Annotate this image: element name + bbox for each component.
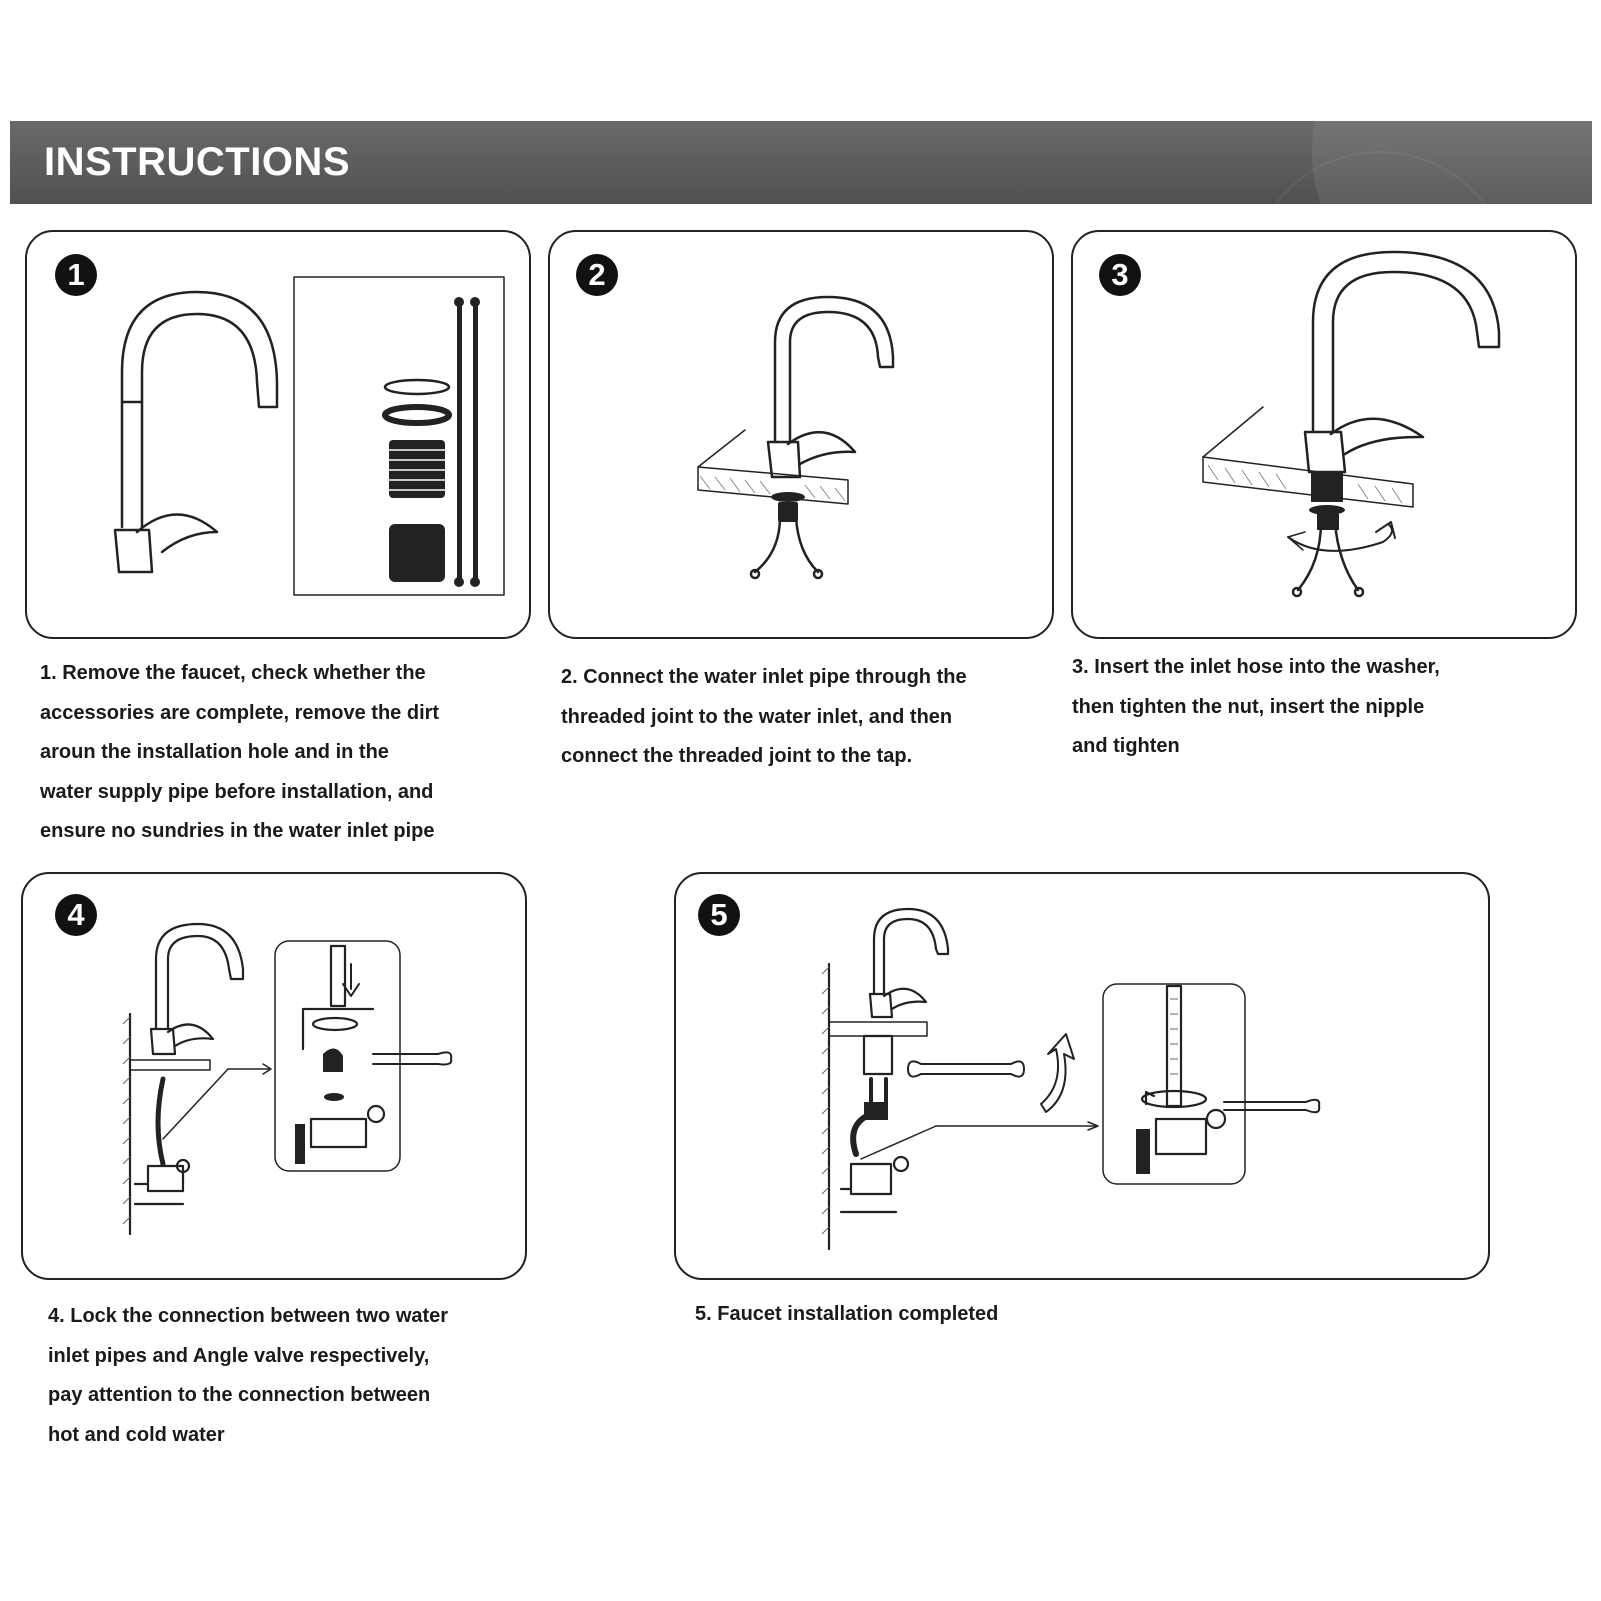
step-1-panel <box>25 230 531 639</box>
step-1-illustration <box>27 232 533 641</box>
step-3-illustration <box>1073 232 1579 641</box>
caption-line: ensure no sundries in the water inlet pipe <box>40 820 435 842</box>
step-5-caption <box>695 1295 998 1335</box>
caption-line: and tighten <box>1072 735 1180 757</box>
caption-line: accessories are complete, remove the dirt <box>40 701 440 724</box>
step-4-caption <box>48 1297 448 1455</box>
step-3-badge: 3 <box>1099 254 1141 296</box>
step-5-illustration <box>676 874 1492 1282</box>
step-2-panel <box>548 230 1054 639</box>
caption-line: inlet pipes and Angle valve respectively, <box>48 1344 430 1367</box>
caption-line: 3. Insert the inlet hose into the washer, <box>1072 656 1440 678</box>
caption-line: 5. Faucet installation completed <box>695 1303 999 1325</box>
step-4-badge: 4 <box>55 894 97 936</box>
step-3-caption <box>1072 648 1440 767</box>
caption-line: water supply pipe before installation, and <box>40 780 434 803</box>
caption-line: aroun the installation hole and in the <box>40 741 389 763</box>
caption-line: hot and cold water <box>48 1423 225 1446</box>
step-1-caption <box>40 654 439 852</box>
caption-line: then tighten the nut, insert the nipple <box>1072 695 1425 718</box>
header-banner <box>10 121 1592 204</box>
step-2-caption <box>561 658 967 777</box>
step-4-panel <box>21 872 527 1280</box>
caption-line: 4. Lock the connection between two water <box>48 1305 449 1327</box>
step-4-illustration <box>23 874 529 1282</box>
page-title: INSTRUCTIONS <box>44 140 350 184</box>
step-1-badge: 1 <box>55 254 97 296</box>
step-3-panel <box>1071 230 1577 639</box>
caption-line: threaded joint to the water inlet, and then <box>561 705 953 728</box>
step-5-badge: 5 <box>698 894 740 936</box>
step-5-panel <box>674 872 1490 1280</box>
step-2-illustration <box>550 232 1056 641</box>
step-2-badge: 2 <box>576 254 618 296</box>
caption-line: pay attention to the connection between <box>48 1384 431 1406</box>
caption-line: 1. Remove the faucet, check whether the <box>40 662 426 684</box>
caption-line: connect the threaded joint to the tap. <box>561 745 913 767</box>
caption-line: 2. Connect the water inlet pipe through the <box>561 666 967 688</box>
